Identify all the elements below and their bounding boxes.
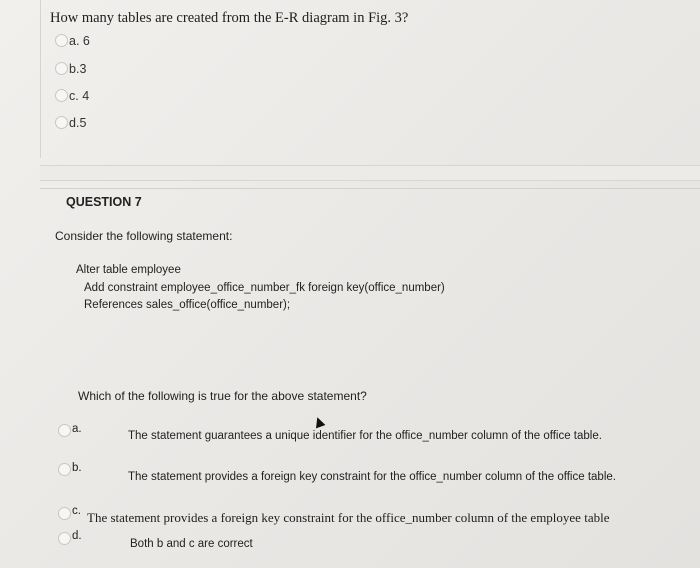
code-line: References sales_office(office_number);: [84, 299, 291, 311]
option-letter: c.: [69, 89, 79, 103]
option-letter: a.: [72, 423, 82, 435]
option-letter: d.: [69, 116, 80, 130]
option-letter: b.: [69, 62, 80, 76]
radio-button[interactable]: [55, 89, 68, 102]
q7-option-b[interactable]: [58, 462, 678, 484]
code-line: Alter table employee: [76, 264, 181, 276]
divider: [40, 188, 700, 189]
radio-button[interactable]: [58, 532, 71, 545]
q7-option-d[interactable]: [58, 530, 358, 552]
option-text: The statement provides a foreign key constraint for the office_number column of the office table.: [128, 471, 616, 483]
radio-button[interactable]: [55, 116, 68, 129]
option-letter: a.: [69, 34, 80, 48]
option-letter: b.: [72, 462, 82, 474]
question-7-header: QUESTION 7: [66, 195, 142, 209]
code-line: Add constraint employee_office_number_fk foreign key(office_number): [84, 282, 445, 294]
question-separator: [40, 165, 700, 181]
option-text: The statement guarantees a unique identifier for the office_number column of the office table.: [128, 430, 602, 442]
radio-button[interactable]: [55, 62, 68, 75]
radio-button[interactable]: [55, 34, 68, 47]
option-text: 5: [79, 116, 87, 130]
q7-option-a[interactable]: [58, 423, 678, 445]
option-text: 3: [79, 62, 87, 76]
radio-button[interactable]: [58, 507, 71, 520]
radio-button[interactable]: [58, 424, 71, 437]
q7-option-c[interactable]: [58, 505, 688, 525]
question-7-intro: Consider the following statement:: [55, 229, 233, 243]
option-text: 6: [82, 34, 90, 48]
question-6-prompt: How many tables are created from the E-R diagram in Fig. 3?: [50, 10, 409, 26]
question-7-prompt: Which of the following is true for the above statement?: [78, 389, 367, 403]
option-text: 4: [82, 89, 90, 103]
option-text: Both b and c are correct: [130, 538, 253, 550]
option-text: The statement provides a foreign key constraint for the office_number column of the employee table: [87, 510, 610, 525]
radio-button[interactable]: [58, 463, 71, 476]
option-letter: c.: [72, 505, 81, 517]
option-letter: d.: [72, 530, 82, 542]
